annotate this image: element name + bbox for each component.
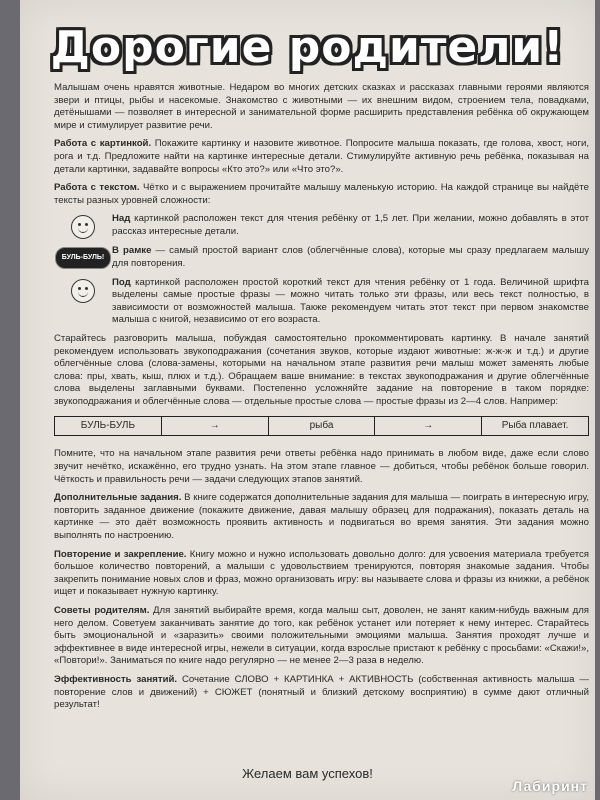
level-above-row xyxy=(54,213,589,239)
repetition-paragraph xyxy=(54,549,589,599)
example-cell: Рыба плавает. xyxy=(501,420,569,432)
repetition-heading: Повторение и закрепление. xyxy=(54,548,187,560)
baby-face-icon xyxy=(71,279,95,303)
level-lead: В рамке xyxy=(112,245,152,257)
picture-work-paragraph xyxy=(54,138,589,176)
extra-tasks-heading: Дополнительные задания. xyxy=(54,492,182,504)
child-face-icon xyxy=(71,215,95,239)
text-work-paragraph xyxy=(54,182,589,207)
picture-work-text: Покажите картинку и назовите животное. Попросите малыша показать, где голова, хвост, ноги, рога и т.д. Предложите найти на картинке интересные детали. Стимулируйте активную речь ребёнка, показывая на детали картинки, задавайте вопросы «Кто это?» или «Что это?». xyxy=(54,138,589,175)
tips-text: Для занятий выбирайте время, когда малыш сыт, доволен, не занят каким-нибудь важным для него делом. Советуем заканчивать занятие до того, как ребёнок устанет или потеряет к нему интерес. Старайтесь быть эмоциональной и «заразить» своими положительными эмоциями малыша. Занятия проходят лучше и эффективнее в виде интересной игры, нежели в ситуации, когда взрослые пристают к ребёнку с просьбами: «Скажи!», «Повтори!». Заниматься по книге надо регулярно — не менее 2—3 раза в неделю. xyxy=(54,605,589,667)
book-page xyxy=(20,0,595,800)
comment-paragraph: Старайтесь разговорить малыша, побуждая самостоятельно прокомментировать картинку. В начале занятий рекомендуем использовать звукоподражания (сочетания звуков, которые издают животные: ж-ж-ж и т.д.) и другие облегчённые слова (слова-замены, которыми на начальном этапе развития речи малыш может заменять любые слова: пры, хвать, кыш, плюх и т.д.). Обращаем ваше внимание: в текстах звукоподражания и другие облегчённые слова выделены заглавными буквами. Постепенно усложняйте задание на повторение в таком порядке: звукоподражания и облегчённые слова — отдельные простые слова — простые фразы из 2—4 слов. Например: xyxy=(54,332,589,407)
page-title: Дорогие родители! xyxy=(50,22,565,73)
effectiveness-heading: Эффективность занятий. xyxy=(54,673,178,685)
extra-tasks-paragraph xyxy=(54,492,589,542)
example-cell: БУЛЬ-БУЛЬ xyxy=(80,420,136,432)
level-below-row xyxy=(54,277,589,327)
watermark-logo: Лабиринт xyxy=(512,778,588,794)
extra-tasks-text: В книге содержатся дополнительные задания для малыша — поиграть в интересную игру, повторить заданное движение (покажите движение, давая малышу образец для подражания), показать деталь на картинке — это даёт возможность проявить активность и подвигаться во время занятия. Эти задания можно выполнять по настроению. xyxy=(54,492,590,542)
arrow-icon: → xyxy=(423,420,434,432)
intro-paragraph: Малышам очень нравятся животные. Недаром во многих детских сказках и рассказах главными героями являются звери и птицы, рыбы и насекомые. Знакомство с животными — их внешним видом, строением тела, повадками, детёнышами — позволяет в интересной и занимательной форме расширить представления ребёнка об окружающем мире и стимулирует развитие речи. xyxy=(54,82,589,131)
effectiveness-paragraph xyxy=(54,674,589,712)
tips-heading: Советы родителям. xyxy=(54,605,150,616)
closing-wish: Желаем вам успехов! xyxy=(242,766,373,781)
speech-pill-icon: БУЛЬ-БУЛЬ! xyxy=(55,247,111,269)
answers-paragraph: Помните, что на начальном этапе развития речи ответы ребёнка надо принимать в любом виде, даже если слово звучит нечётко, искажённо, его трудно узнать. На этом этапе главное — добиться, чтобы ребёнок больше говорил. Чёткость и правильность речи — задачи следующих этапов занятий. xyxy=(54,448,589,485)
text-work-text: Чётко и с выражением прочитайте малышу маленькую историю. На каждой странице вы найдёте тексты разных уровней сложности: xyxy=(54,182,590,206)
page-content xyxy=(54,82,589,718)
repetition-text: Книгу можно и нужно использовать довольно долго: для усвоения материала требуется большое количество повторений, а малыши с удовольствием тренируются, повторяя знакомые задания. Чтобы закрепить понимание новых слов и фраз, можно организовать игру: вы называете слова и фразы из книжки, а ребёнок ищет и показывает нужную картинку. xyxy=(54,548,589,598)
effectiveness-text: Сочетание СЛОВО + КАРТИНКА + АКТИВНОСТЬ (собственная активность малыша — повторение слов и движений) + СЮЖЕТ (понятный и близкий детскому восприятию) в сумме дают отличный результат! xyxy=(54,673,589,711)
tips-paragraph xyxy=(54,605,589,668)
arrow-icon: → xyxy=(209,420,220,432)
picture-work-heading: Работа с картинкой. xyxy=(54,138,152,150)
level-frame-row xyxy=(54,245,589,270)
example-cell: рыба xyxy=(309,420,334,432)
level-lead: Над xyxy=(112,213,131,225)
example-progression-table xyxy=(54,416,589,436)
level-text: картинкой расположен простой короткий текст для чтения ребёнку от 1 года. Величиной шрифта выделены самые простые фразы — можно читать только эти фразы, или весь текст полностью, в зависимости от возможностей малыша. Также рекомендуем читать этот текст при первом знакомстве малыша с книгой, независимо от его возраста. xyxy=(112,276,589,326)
text-work-heading: Работа с текстом. xyxy=(54,182,140,194)
level-lead: Под xyxy=(112,276,131,288)
level-text: — самый простой вариант слов (облегчённые слова), которые мы сразу предлагаем малышу для повторения. xyxy=(112,245,589,269)
level-text: картинкой расположен текст для чтения ребёнку от 1,5 лет. При желании, можно добавлять в этот рассказ интересные детали. xyxy=(112,213,589,237)
